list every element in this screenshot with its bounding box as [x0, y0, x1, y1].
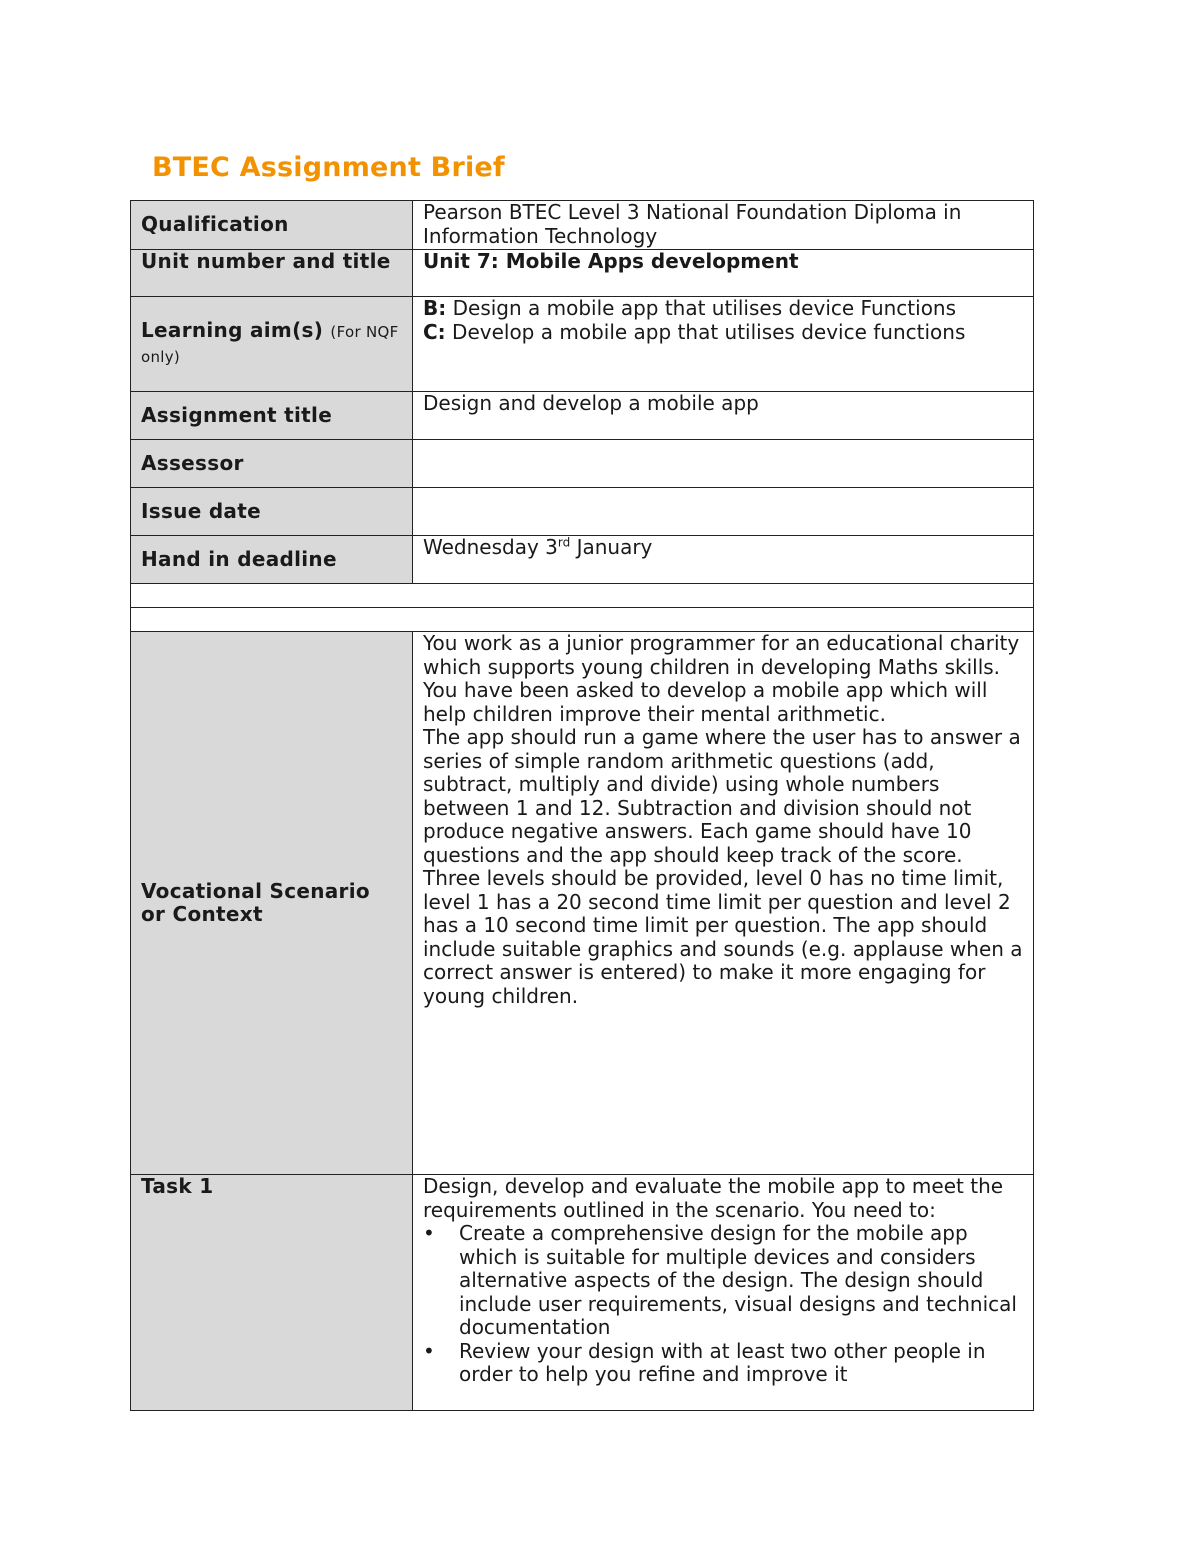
learning-aim-b-text: Design a mobile app that utilises device Functions: [452, 296, 957, 320]
row-scenario: [131, 632, 1034, 1175]
assessor-value: [413, 440, 1034, 488]
document-title: BTEC Assignment Brief: [152, 152, 505, 183]
row-deadline: [131, 536, 1034, 584]
learning-aims-value: [413, 297, 1034, 392]
row-issue-date: [131, 488, 1034, 536]
qualification-value: Pearson BTEC Level 3 National Foundation Diploma in Information Technology: [413, 201, 1034, 250]
learning-aims-label-cell: [131, 297, 413, 392]
issue-date-label: Issue date: [131, 488, 413, 536]
row-assignment-title: [131, 392, 1034, 440]
task1-bullet-list: [423, 1222, 1025, 1387]
spacer-cell-1: [131, 584, 1034, 608]
scenario-label: Vocational Scenario or Context: [131, 632, 413, 1175]
deadline-suffix: rd: [557, 535, 571, 550]
scenario-paragraph-2: The app should run a game where the user has to answer a series of simple random arithmetic questions (add, subtract, multiply and divide) using whole numbers between 1 and 12. Subtraction and division should not produce negative answers. Each game should have 10 questions and the app should keep track of the score. Three levels should be provided, level 0 has no time limit, level 1 has a 20 second time limit per question and level 2 has a 10 second time limit per question. The app should include suitable graphics and sounds (e.g. applause when a correct answer is entered) to make it more engaging for young children.: [423, 725, 1023, 1008]
learning-aim-c-code: C:: [423, 319, 446, 344]
row-assessor: [131, 440, 1034, 488]
learning-aims-note: (For NQF only): [141, 322, 399, 366]
task1-label: Task 1: [131, 1175, 413, 1411]
learning-aim-c: [423, 321, 1025, 345]
task1-bullet-1: • Create a comprehensive design for the mobile app which is suitable for multiple devices and considers alternative aspects of the design. The design should include user requirements, visual designs and technical documentation: [449, 1222, 1025, 1340]
assessor-label: Assessor: [131, 440, 413, 488]
task1-value: [413, 1175, 1034, 1411]
learning-aim-b: [423, 297, 1025, 321]
row-unit: [131, 250, 1034, 297]
deadline-label: Hand in deadline: [131, 536, 413, 584]
issue-date-value: [413, 488, 1034, 536]
learning-aims-label: Learning aim(s): [141, 317, 324, 342]
task1-bullet-2: • Review your design with at least two other people in order to help you refine and improve it: [449, 1340, 1025, 1387]
spacer-row-1: [131, 584, 1034, 608]
unit-value: Unit 7: Mobile Apps development: [413, 250, 1034, 297]
assignment-title-label: Assignment title: [131, 392, 413, 440]
qualification-label: Qualification: [131, 201, 413, 250]
task1-intro: Design, develop and evaluate the mobile app to meet the requirements outlined in the scenario. You need to:: [423, 1174, 1004, 1222]
spacer-row-2: [131, 608, 1034, 632]
deadline-month: January: [570, 535, 653, 559]
scenario-paragraph-1: You work as a junior programmer for an educational charity which supports young children in developing Maths skills. You have been asked to develop a mobile app which will help children improve their mental arithmetic.: [423, 631, 1020, 726]
scenario-value: [413, 632, 1034, 1175]
deadline-day: Wednesday 3: [423, 535, 558, 559]
unit-label: Unit number and title: [131, 250, 413, 297]
row-learning-aims: [131, 297, 1034, 392]
learning-aim-b-code: B:: [423, 296, 447, 320]
spacer-cell-2: [131, 608, 1034, 632]
row-task1: [131, 1175, 1034, 1411]
row-qualification: [131, 201, 1034, 250]
assignment-brief-table: [130, 200, 1034, 1411]
assignment-title-value: Design and develop a mobile app: [413, 392, 1034, 440]
deadline-value: [413, 536, 1034, 584]
learning-aim-c-text: Develop a mobile app that utilises device functions: [452, 319, 966, 344]
